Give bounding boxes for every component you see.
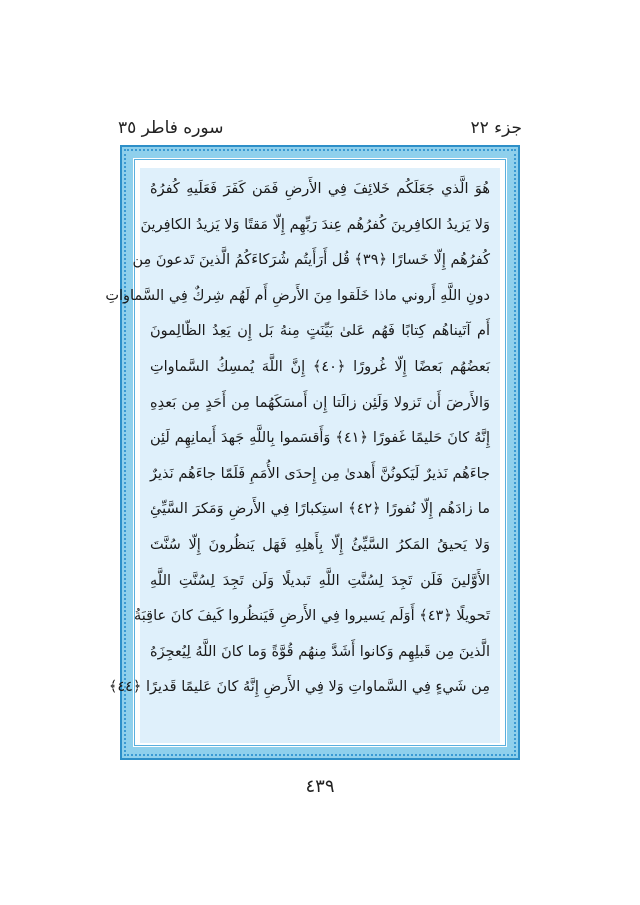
text-line-12: الأَوَّلينَ فَلَن تَجِدَ لِسُنَّتِ اللَّهِ تَبديلًا وَلَن تَجِدَ لِسُنَّتِ اللَّهِ: [150, 572, 490, 589]
text-line-11: وَلا يَحيقُ المَكرُ السَّيِّئُ إِلّا بِأَهلِهِ فَهَل يَنظُرونَ إِلّا سُنَّتَ: [150, 536, 490, 553]
text-line-10: ما زادَهُم إِلّا نُفورًا ﴿٤٢﴾ استِكبارًا فِي الأَرضِ وَمَكرَ السَّيِّئِ: [150, 501, 490, 518]
page-header: [118, 118, 522, 144]
text-line-6: بَعضُهُم بَعضًا إِلّا غُرورًا ﴿٤٠﴾ إِنَّ اللَّهَ يُمسِكُ السَّماواتِ: [150, 358, 490, 375]
text-line-1: هُوَ الَّذي جَعَلَكُم خَلائِفَ فِي الأَرضِ فَمَن كَفَرَ فَعَلَيهِ كُفرُهُ: [150, 181, 490, 197]
text-line-2: وَلا يَزيدُ الكافِرينَ كُفرُهُم عِندَ رَبِّهِم إِلّا مَقتًا وَلا يَزيدُ الكافِرينَ: [140, 216, 490, 233]
text-line-14: الَّذينَ مِن قَبلِهِم وَكانوا أَشَدَّ مِنهُم قُوَّةً وَما كانَ اللَّهُ لِيُعجِزَهُ: [150, 643, 490, 660]
juz-label: جزء ٢٢: [470, 118, 522, 138]
text-line-9: جاءَهُم نَذيرٌ لَيَكونُنَّ أَهدىٰ مِن إِحدَى الأُمَمِ فَلَمّا جاءَهُم نَذيرٌ: [150, 465, 490, 482]
verse-text-block: [105, 172, 490, 706]
text-line-8: إِنَّهُ كانَ حَليمًا غَفورًا ﴿٤١﴾ وَأَقسَموا بِاللَّهِ جَهدَ أَيمانِهِم لَئِن: [150, 430, 490, 447]
surah-label: سوره فاطر ٣٥: [118, 118, 224, 138]
text-line-3: كُفرُهُم إِلّا خَسارًا ﴿٣٩﴾ قُل أَرَأَيتُم شُرَكاءَكُمُ الَّذينَ تَدعونَ مِن: [132, 252, 490, 269]
text-line-15: مِن شَيءٍ فِي السَّماواتِ وَلا فِي الأَرضِ إِنَّهُ كانَ عَليمًا قَديرًا ﴿٤٤﴾: [108, 679, 490, 696]
text-line-4: دونِ اللَّهِ أَروني ماذا خَلَقوا مِنَ الأَرضِ أَم لَهُم شِركٌ فِي السَّماواتِ: [105, 287, 490, 304]
text-line-7: وَالأَرضَ أَن تَزولا وَلَئِن زالَتا إِن أَمسَكَهُما مِن أَحَدٍ مِن بَعدِهِ: [150, 394, 490, 411]
page-number: ٤٣٩: [305, 776, 335, 797]
text-line-13: تَحويلًا ﴿٤٣﴾ أَوَلَم يَسيروا فِي الأَرضِ فَيَنظُروا كَيفَ كانَ عاقِبَةُ: [134, 608, 490, 625]
text-line-5: أَم آتَيناهُم كِتابًا فَهُم عَلىٰ بَيِّنَتٍ مِنهُ بَل إِن يَعِدُ الظّالِمونَ: [150, 323, 490, 340]
